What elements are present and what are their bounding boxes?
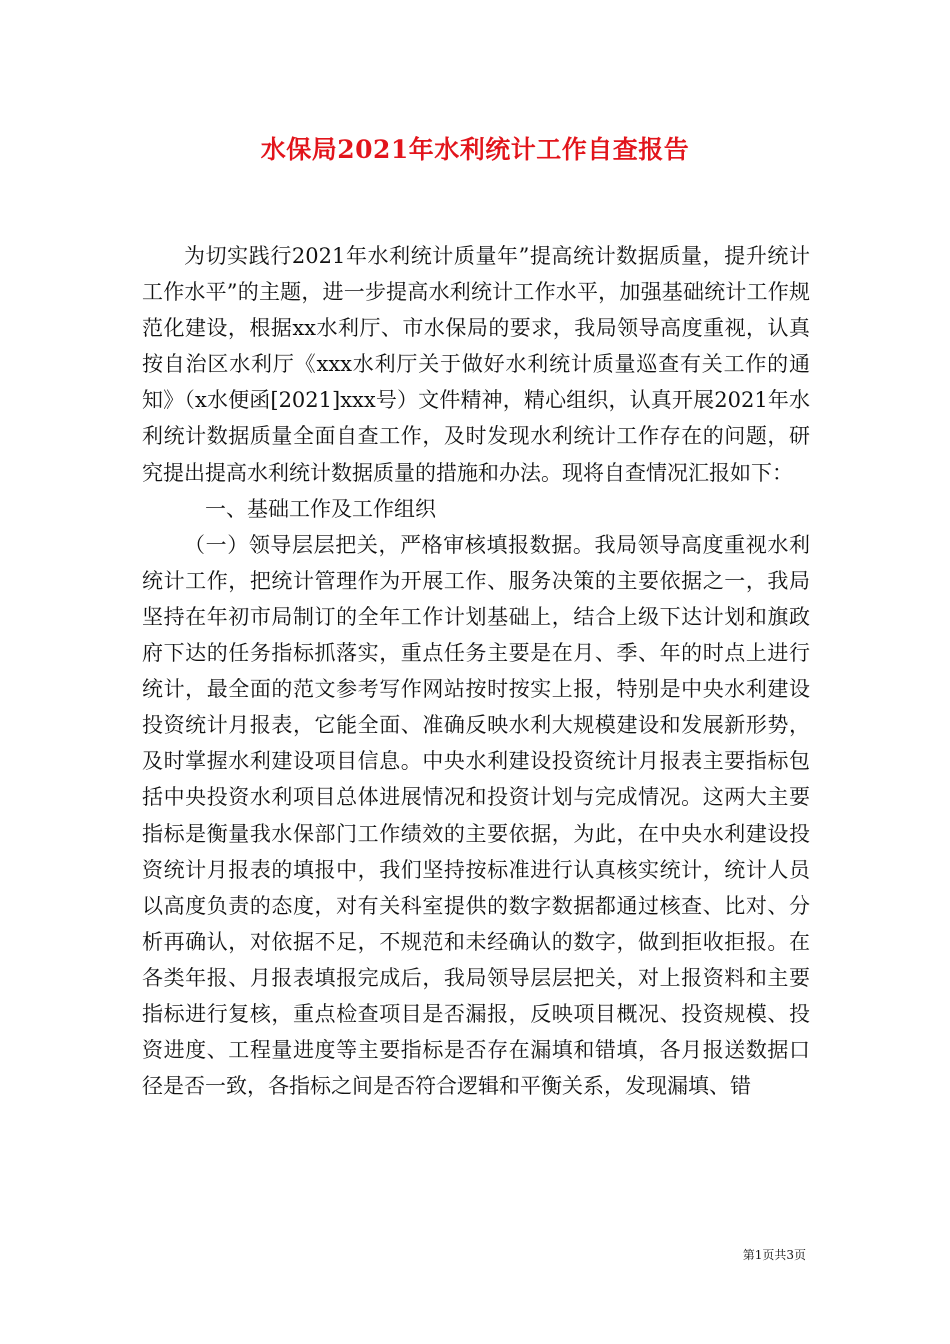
intro-paragraph: 为切实践行2021年水利统计质量年”提高统计数据质量，提升统计工作水平”的主题，进一步提高水利统计工作水平，加强基础统计工作规范化建设，根据xx水利厅、市水保局的要求，我局领导高度重视，认真按自治区水利厅《xxx水利厅关于做好水利统计质量巡查有关工作的通知》（x水便函[2021]xxx号）文件精神，精心组织，认真开展2021年水利统计数据质量全面自查工作，及时发现水利统计工作存在的问题，研究提出提高水利统计数据质量的措施和办法。现将自查情况汇报如下：	[142, 244, 810, 485]
document-title: 水保局2021年水利统计工作自查报告	[260, 135, 690, 164]
section-heading: 一、基础工作及工作组织	[205, 496, 436, 521]
page-number: 第1页共3页	[742, 1248, 806, 1262]
document-body	[142, 238, 810, 1104]
body-paragraph: （一）领导层层把关，严格审核填报数据。我局领导高度重视水利统计工作，把统计管理作为开展工作、服务决策的主要依据之一，我局坚持在年初市局制订的全年工作计划基础上，结合上级下达计划和旗政府下达的任务指标抓落实，重点任务主要是在月、季、年的时点上进行统计，最全面的范文参考写作网站按时按实上报，特别是中央水利建设投资统计月报表，它能全面、准确反映水利大规模建设和发展新形势，及时掌握水利建设项目信息。中央水利建设投资统计月报表主要指标包括中央投资水利项目总体进展情况和投资计划与完成情况。这两大主要指标是衡量我水保部门工作绩效的主要依据，为此，在中央水利建设投资统计月报表的填报中，我们坚持按标准进行认真核实统计，统计人员以高度负责的态度，对有关科室提供的数字数据都通过核查、比对、分析再确认，对依据不足，不规范和未经确认的数字，做到拒收拒报。在各类年报、月报表填报完成后，我局领导层层把关，对上报资料和主要指标进行复核，重点检查项目是否漏报，反映项目概况、投资规模、投资进度、工程量进度等主要指标是否存在漏填和错填，各月报送数据口径是否一致，各指标之间是否符合逻辑和平衡关系，发现漏填、错	[142, 532, 810, 1099]
